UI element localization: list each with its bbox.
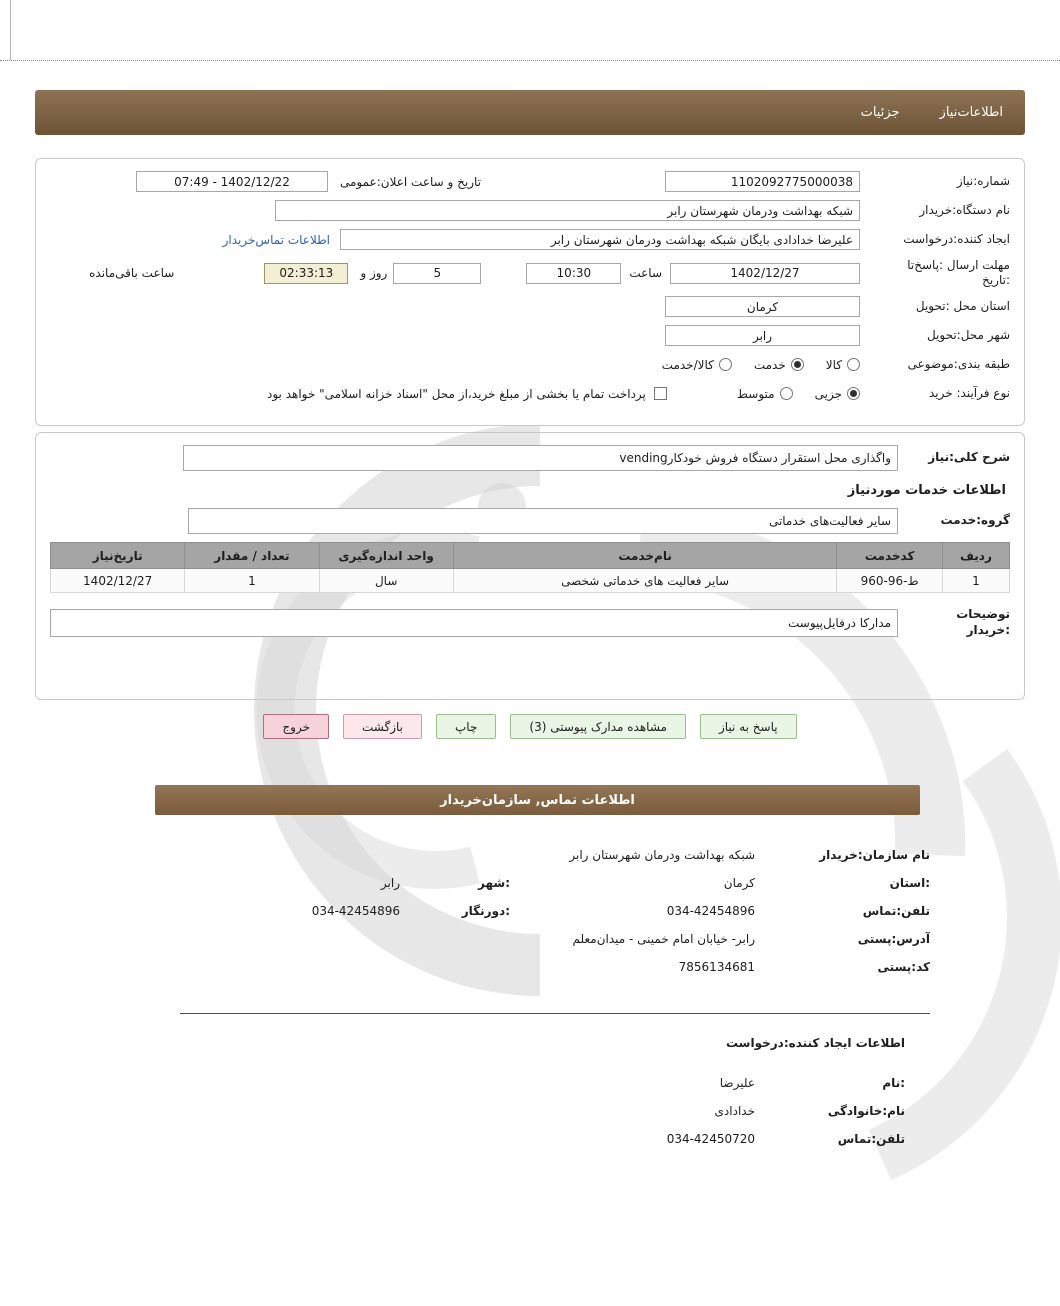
cell-unit: سال bbox=[319, 569, 453, 593]
header-bar bbox=[35, 90, 1025, 135]
need-info-panel bbox=[35, 158, 1025, 426]
respond-button[interactable]: پاسخ به نیاز bbox=[700, 714, 797, 739]
creator-last-name-value: خدادادی bbox=[714, 1104, 755, 1118]
view-attachments-button[interactable]: مشاهده مدارک پیوستی (3) bbox=[510, 714, 686, 739]
radio-goods-service[interactable] bbox=[719, 358, 732, 371]
address-row bbox=[310, 932, 930, 949]
need-number-label: شماره:نیاز bbox=[956, 174, 1010, 188]
creator-phone-value: 034-42450720 bbox=[666, 1132, 755, 1146]
radio-small-purchase-label: جزیی bbox=[814, 386, 842, 401]
need-detail-panel bbox=[35, 432, 1025, 700]
city-row bbox=[50, 325, 1010, 346]
exit-button[interactable]: خروج bbox=[263, 714, 329, 739]
request-creator-label: ایجاد کننده:درخواست bbox=[903, 232, 1010, 246]
table-row bbox=[51, 569, 1010, 593]
announce-datetime-field[interactable]: 07:49 - 1402/12/22 bbox=[136, 171, 328, 192]
buyer-notes-row bbox=[50, 607, 1010, 638]
deadline-time-label: ساعت bbox=[629, 266, 662, 280]
services-heading: اطلاعات خدمات موردنیاز bbox=[847, 483, 1006, 498]
radio-service-label: خدمت bbox=[753, 357, 786, 372]
service-group-field[interactable]: سایر فعالیت‌های خدماتی bbox=[188, 508, 898, 534]
postal-code-label: کد:پستی bbox=[877, 960, 930, 974]
cell-need-date: 1402/12/27 bbox=[51, 569, 185, 593]
need-description-label: شرح کلی:نیاز bbox=[928, 450, 1010, 465]
treasury-note: پرداخت تمام یا بخشی از مبلغ خرید،از محل "اسناد خزانه اسلامی" خواهد بود bbox=[267, 386, 646, 401]
services-table bbox=[50, 542, 1010, 593]
radio-goods-service-label: کالا/خدمت bbox=[661, 357, 714, 372]
org-name-label: نام سازمان:خریدار bbox=[819, 848, 930, 862]
buyer-contact-info bbox=[310, 848, 930, 988]
cell-row-number: 1 bbox=[942, 569, 1009, 593]
category-row bbox=[50, 354, 1010, 375]
contact-phone-label: تلفن:تماس bbox=[862, 904, 930, 918]
radio-medium-purchase-label: متوسط bbox=[736, 386, 775, 401]
contact-province-label: :استان bbox=[889, 876, 930, 890]
col-row-number: ردیف bbox=[942, 543, 1009, 569]
page-edge-line bbox=[10, 0, 11, 60]
back-button[interactable]: بازگشت bbox=[343, 714, 422, 739]
contact-address-value: رابر- خیابان امام خمینی - میدان‌معلم bbox=[572, 932, 755, 946]
deadline-row bbox=[50, 258, 1010, 288]
org-name-row bbox=[310, 848, 930, 865]
col-quantity: تعداد / مقدار bbox=[185, 543, 319, 569]
creator-last-name-row bbox=[475, 1104, 905, 1121]
contact-province-value: کرمان bbox=[723, 876, 755, 890]
radio-small-purchase[interactable] bbox=[847, 387, 860, 400]
contact-address-label: آدرس:پستی bbox=[857, 932, 930, 946]
col-unit: واحد اندازه‌گیری bbox=[319, 543, 453, 569]
creator-phone-label: تلفن:تماس bbox=[837, 1132, 905, 1146]
contact-fax-label: :دورنگار bbox=[461, 904, 510, 918]
province-city-row bbox=[310, 876, 930, 893]
process-type-label: نوع فرآیند: خرید bbox=[929, 386, 1010, 400]
radio-medium-purchase[interactable] bbox=[780, 387, 793, 400]
need-description-row bbox=[50, 445, 1010, 471]
cell-service-name: سایر فعالیت های خدماتی شخصی bbox=[453, 569, 837, 593]
deadline-days-field[interactable]: 5 bbox=[393, 263, 481, 284]
buyer-notes-field[interactable]: مدارکا درفایل‌پیوست bbox=[50, 609, 898, 637]
creator-phone-row bbox=[475, 1132, 905, 1149]
creator-first-name-label: :نام bbox=[882, 1076, 905, 1090]
province-row bbox=[50, 296, 1010, 317]
radio-service[interactable] bbox=[791, 358, 804, 371]
tab-need-info[interactable]: اطلاعات‌نیاز bbox=[939, 105, 1003, 120]
creator-title: اطلاعات ایجاد کننده:درخواست bbox=[725, 1036, 905, 1050]
province-label: استان محل :تحویل bbox=[915, 299, 1010, 313]
request-creator-row bbox=[50, 229, 1010, 250]
creator-first-name-value: علیرضا bbox=[719, 1076, 755, 1090]
buyer-notes-label: توضیحات :خریدار bbox=[956, 607, 1010, 637]
col-need-date: تاریخ‌نیاز bbox=[51, 543, 185, 569]
deadline-time-field[interactable]: 10:30 bbox=[526, 263, 621, 284]
remaining-hours-label: ساعت باقی‌مانده bbox=[89, 266, 175, 280]
services-table-header-row bbox=[51, 543, 1010, 569]
process-type-row bbox=[50, 383, 1010, 404]
dotted-separator bbox=[0, 60, 1060, 61]
days-label: روز و bbox=[360, 266, 388, 280]
buyer-org-row bbox=[50, 200, 1010, 221]
announce-datetime-label: تاریخ و ساعت اعلان:عمومی bbox=[339, 174, 481, 189]
phone-fax-row bbox=[310, 904, 930, 921]
tab-details[interactable]: جزئیات bbox=[860, 105, 900, 120]
category-label: طبقه بندی:موضوعی bbox=[907, 357, 1010, 371]
countdown-timer: 02:33:13 bbox=[264, 263, 348, 284]
contact-phone-value: 034-42454896 bbox=[666, 904, 755, 918]
service-group-row bbox=[50, 508, 1010, 534]
need-number-field[interactable]: 1102092775000038 bbox=[665, 171, 860, 192]
city-field[interactable]: رابر bbox=[665, 325, 860, 346]
buyer-org-label: نام دستگاه:خریدار bbox=[919, 203, 1010, 217]
col-service-code: کدخدمت bbox=[837, 543, 942, 569]
deadline-label: مهلت ارسال :پاسخ‌تا :تاریخ bbox=[907, 258, 1010, 287]
col-service-name: نام‌خدمت bbox=[453, 543, 837, 569]
print-button[interactable]: چاپ bbox=[436, 714, 496, 739]
creator-first-name-row bbox=[475, 1076, 905, 1093]
deadline-date-field[interactable]: 1402/12/27 bbox=[670, 263, 860, 284]
radio-goods[interactable] bbox=[847, 358, 860, 371]
request-creator-field[interactable]: علیرضا خدادادی بایگان شبکه بهداشت ودرمان شهرستان رابر bbox=[340, 229, 860, 250]
cell-service-code: ط-96-960 bbox=[837, 569, 942, 593]
buyer-org-field[interactable]: شبکه بهداشت ودرمان شهرستان رابر bbox=[275, 200, 860, 221]
city-label: شهر محل:تحویل bbox=[926, 328, 1010, 342]
buyer-contact-title: اطلاعات تماس, سازمان‌خریدار bbox=[440, 792, 635, 808]
cell-quantity: 1 bbox=[185, 569, 319, 593]
buyer-contact-header bbox=[155, 785, 920, 815]
action-buttons bbox=[0, 714, 1060, 739]
buyer-contact-link[interactable]: اطلاعات تماس‌خریدار bbox=[222, 232, 330, 247]
need-number-row bbox=[50, 171, 1010, 192]
contact-city-value: رابر bbox=[380, 876, 400, 890]
section-divider bbox=[180, 1013, 930, 1014]
contact-city-label: :شهر bbox=[478, 876, 510, 890]
org-name-value: شبکه بهداشت ودرمان شهرستان رابر bbox=[569, 848, 755, 862]
radio-goods-label: کالا bbox=[825, 357, 842, 372]
service-group-label: گروه:خدمت bbox=[940, 513, 1010, 528]
need-description-field[interactable]: واگذاری محل استقرار دستگاه فروش خودکارvending bbox=[183, 445, 898, 471]
postal-code-row bbox=[310, 960, 930, 977]
creator-last-name-label: نام:خانوادگی bbox=[827, 1104, 905, 1118]
contact-fax-value: 034-42454896 bbox=[311, 904, 400, 918]
creator-info bbox=[475, 1036, 905, 1160]
treasury-checkbox[interactable] bbox=[654, 387, 667, 400]
postal-code-value: 7856134681 bbox=[678, 960, 755, 974]
province-field[interactable]: کرمان bbox=[665, 296, 860, 317]
